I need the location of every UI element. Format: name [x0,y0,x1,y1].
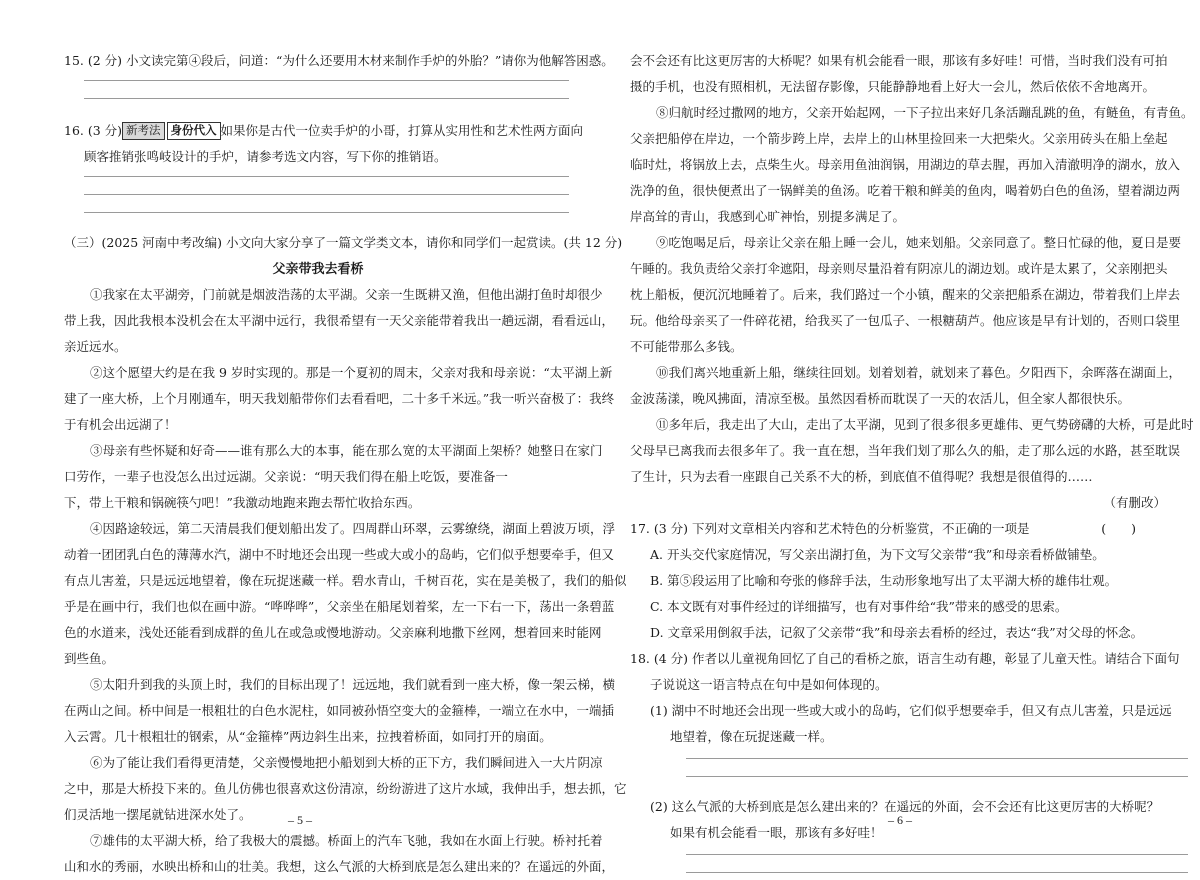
paragraph-11 [630,412,1194,490]
option-a: A. 开头交代家庭情况，写父亲出湖打鱼，为下文写父亲带“我”和母亲看桥做铺垫。 [650,547,1105,562]
answer-line [84,98,569,99]
text-line: 金波荡漾，晚风拂面，清凉至极。虽然因看桥而耽误了一天的农活儿，但全家人都很快乐。 [630,391,1131,406]
option-b: B. 第⑤段运用了比喻和夸张的修辞手法，生动形象地写出了太平湖大桥的雄伟壮观。 [650,573,1118,588]
answer-line [686,758,1188,759]
question-17-stem [630,516,1172,542]
sentence-1-cont: 地望着，像在玩捉迷藏一样。 [670,729,833,744]
sentence-2: (2) 这么气派的大桥到底是怎么建出来的？在遥远的外面，会不会还有比这更厉害的大桥呢？ [650,799,1160,814]
paragraph-10 [630,360,1182,412]
paragraph-3 [64,438,603,516]
text-line: 父母早已离我而去很多年了。我一直在想，当年我们划了那么久的船，走了那么远的水路，甚至耽误 [630,443,1181,458]
text-line: 动着一团团乳白色的薄薄水汽，湖中不时地还会出现一些或大或小的岛屿，它们似乎想要牵手，但又 [64,547,615,562]
text-line: ②这个愿望大约是在我 9 岁时实现的。那是一个夏初的周末，父亲对我和母亲说：“太平湖上新 [90,365,613,380]
answer-paren[interactable]: ( ) [1101,521,1136,536]
text-line: 下，带上干粮和锅碗筷勺吧！”我激动地跑来跑去帮忙收拾东西。 [64,495,421,510]
text-line: ⑤太阳升到我的头顶上时，我们的目标出现了！远远地，我们就看到一座大桥，像一架云梯，横 [90,677,616,692]
text-line: 到些鱼。 [64,651,115,666]
text-line: ⑨吃饱喝足后，母亲让父亲在船上睡一会儿，她来划船。父亲同意了。整日忙碌的他，夏日是要 [656,235,1182,250]
text-line: ⑧归航时经过撒网的地方，父亲开始起网，一下子拉出来好几条活蹦乱跳的鱼，有鲢鱼，有青鱼。 [656,105,1194,120]
text-line: 于有机会出远湖了！ [64,417,177,432]
page-number: – 6 – [888,813,912,827]
paragraph-8 [630,100,1194,230]
text-line: 色的水道来，浅处还能看到成群的鱼儿在或急或慢地游动。父亲麻利地撒下丝网，想着回来时能网 [64,625,602,640]
question-16-line-1 [64,118,584,144]
paragraph-9 [630,230,1182,360]
text-line: 有点儿害羞，只是远远地望着，像在玩捉迷藏一样。碧水青山，千树百花，实在是美极了，我们的船似 [64,573,627,588]
page-number: – 5 – [288,813,312,827]
text-line: 会不会还有比这更厉害的大桥呢？如果有机会能看一眼，那该有多好哇！可惜，当时我们没有可拍 [630,53,1168,68]
text-line: ⑪多年后，我走出了大山，走出了太平湖，见到了很多很多更雄伟、更气势磅礴的大桥，可是此时 [656,417,1194,432]
question-16-text: 如果你是古代一位卖手炉的小哥，打算从实用性和艺术性两方面向 [220,123,584,138]
text-line: ⑦雄伟的太平湖大桥，给了我极大的震撼。桥面上的汽车飞驰，我如在水面上行驶。桥衬托着 [90,833,603,848]
paragraph-7 [64,828,615,880]
text-line: ⑥为了能让我们看得更清楚，父亲慢慢地把小船划到大桥的正下方，我们瞬间进入一大片阴凉 [90,755,603,770]
text-line: 入云霄。几十根粗壮的钢索，从“金箍棒”两边斜生出来，拉拽着桥面，如同打开的扇面。 [64,729,552,744]
text-line: 洗净的鱼，很快便煮出了一锅鲜美的鱼汤。吃着干粮和鲜美的鱼肉，喝着奶白色的鱼汤，望着湖边两 [630,183,1181,198]
text-line: 父亲把船停在岸边，一个箭步跨上岸，去岸上的山林里捡回来一大把柴火。父亲用砖头在船上垒起 [630,131,1168,146]
text-line: 带上我，因此我根本没机会在太平湖中远行，我很希望有一天父亲能带着我出一趟远湖，看看远山， [64,313,615,328]
text-line: 之中，那是大桥投下来的。鱼儿仿佛也很喜欢这份清凉，纷纷游进了这片水域，我伸出手，想去抓，它 [64,781,627,796]
text-line: 岸高耸的青山，我感到心旷神怡，别提多满足了。 [630,209,906,224]
paragraph-2 [64,360,615,438]
answer-line [686,776,1188,777]
sentence-2-cont: 如果有机会能看一眼，那该有多好哇！ [670,825,883,840]
text-line: 山和水的秀丽，水映出桥和山的壮美。我想，这么气派的大桥到底是怎么建出来的？在遥远的外面， [64,859,615,874]
paragraph-7-continuation [630,48,1172,100]
question-18-stem: 18. (4 分) 作者以儿童视角回忆了自己的看桥之旅，语言生动有趣，彰显了儿童天性。请结合下面句 [630,651,1180,666]
text-line: ③母亲有些怀疑和好奇——谁有那么大的本事，能在那么宽的太平湖面上架桥？她整日在家门 [90,443,603,458]
paragraph-5 [64,672,616,750]
question-17-text: 17. (3 分) 下列对文章相关内容和艺术特色的分析鉴赏，不正确的一项是 [630,521,1030,536]
paragraph-1 [64,282,615,360]
text-line: 玩。他给母亲买了一件碎花裙，给我买了一包瓜子、一根糖葫芦。他应该是早有计划的，否则口袋里 [630,313,1181,328]
answer-line [84,212,569,213]
new-exam-method-tag: 新考法 [122,122,165,140]
answer-line [84,80,569,81]
question-15-stem: 15. (2 分) 小文读完第④段后，问道：“为什么还要用木材来制作手炉的外胎？”请你为他解答困惑。 [64,53,614,68]
text-line: ④因路途较远，第二天清晨我们便划船出发了。四周群山环翠，云雾缭绕，湖面上碧波万顷，浮 [90,521,616,536]
role-play-tag: 身份代入 [167,122,221,140]
answer-line [686,854,1188,855]
text-line: 不可能带那么多钱。 [630,339,743,354]
sentence-1: (1) 湖中不时地还会出现一些或大或小的岛屿，它们似乎想要牵手，但又有点儿害羞，只是远远 [650,703,1172,718]
question-18-stem-cont: 子说说这一语言特点在句中是如何体现的。 [650,677,888,692]
option-d: D. 文章采用倒叙手法，记叙了父亲带“我”和母亲去看桥的经过，表达“我”对父母的怀念。 [650,625,1144,640]
section-3-intro: （三）(2025 河南中考改编) 小文向大家分享了一篇文学类文本，请你和同学们一起赏读。(共 12 分) [64,235,623,250]
text-line: 亲近远水。 [64,339,127,354]
answer-line [686,872,1188,873]
text-line: 了生计，只为去看一座跟自己关系不大的桥，到底值不值得呢？我想是很值得的…… [630,469,1093,484]
answer-line [84,194,569,195]
text-line: 建了一座大桥，上个月刚通车，明天我划船带你们去看看吧，二十多千米远。”我一听兴奋极了：我终 [64,391,615,406]
answer-line [84,176,569,177]
text-line: ⑩我们离兴地重新上船，继续往回划。划着划着，就划来了暮色。夕阳西下，余晖落在湖面上， [656,365,1182,380]
text-line: 枕上船板，便沉沉地睡着了。后来，我们路过一个小镇，醒来的父亲把船系在湖边，带着我们上岸去 [630,287,1181,302]
text-line: 乎是在画中行，我们也似在画中游。“哗哗哗”，父亲坐在船尾划着桨，左一下右一下，荡出一条碧蓝 [64,599,615,614]
text-line: 们灵活地一摆尾就钻进深水处了。 [64,807,252,822]
source-note: （有删改） [1103,495,1166,510]
text-line: 在两山之间。桥中间是一根粗壮的白色水泥柱，如同被孙悟空变大的金箍棒，一端立在水中，一端插 [64,703,615,718]
paragraph-4 [64,516,627,672]
question-16-line-2: 顾客推销张鸣岐设计的手炉，请参考选文内容，写下你的推销语。 [84,149,447,164]
text-line: 口劳作，一辈子也没怎么出过远湖。父亲说：“明天我们得在船上吃饭，要准备一 [64,469,508,484]
text-line: 午睡的。我负责给父亲打伞遮阳，母亲则尽量沿着有阴凉儿的湖边划。或许是太累了，父亲刚把头 [630,261,1168,276]
text-line: ①我家在太平湖旁，门前就是烟波浩荡的太平湖。父亲一生既耕又渔，但他出湖打鱼时却很少 [90,287,603,302]
article-title: 父亲带我去看桥 [272,261,364,276]
right-page [600,0,1200,854]
question-16-number: 16. (3 分) [64,123,123,138]
text-line: 临时灶，将锅放上去，点柴生火。母亲用鱼油润锅，用湖边的草去腥，再加入清澈明净的湖水，放入 [630,157,1181,172]
option-c: C. 本文既有对事件经过的详细描写，也有对事件给“我”带来的感受的思索。 [650,599,1068,614]
text-line: 摄的手机，也没有照相机，无法留存影像，只能静静地看上好大一会儿，然后依依不舍地离开。 [630,79,1156,94]
